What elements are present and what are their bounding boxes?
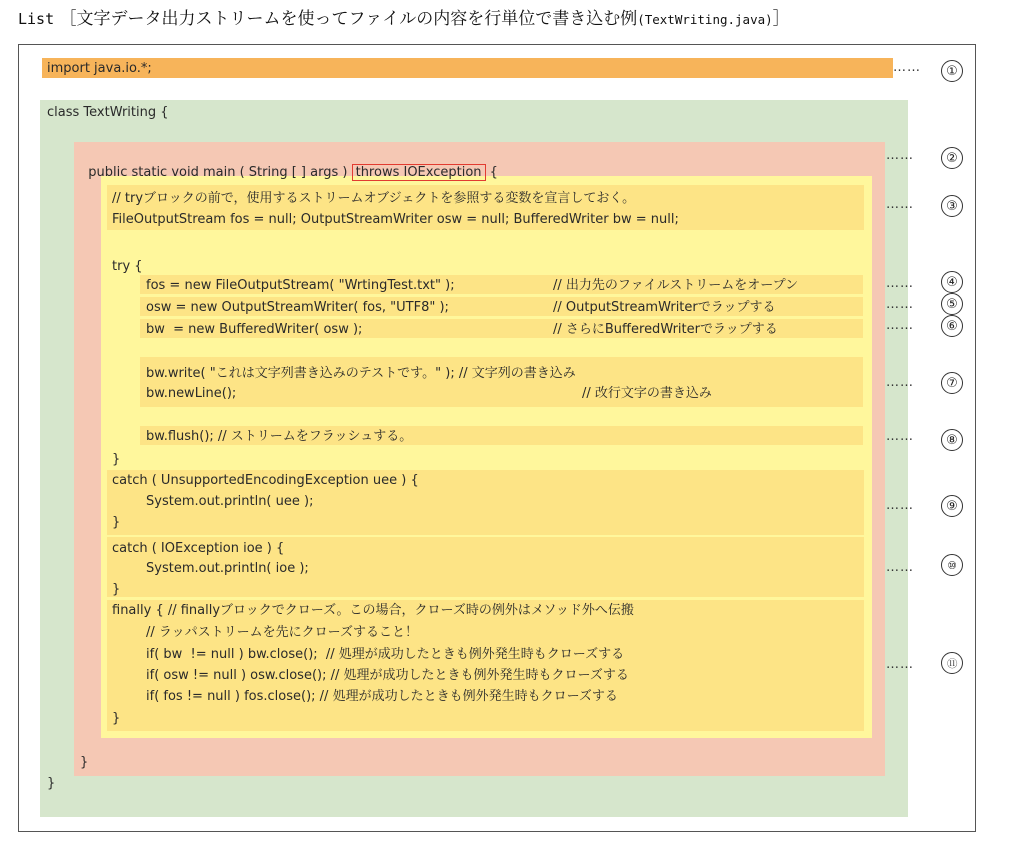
code-try-close: } <box>112 452 121 467</box>
leader-10: …… <box>886 560 914 575</box>
marker-5: ⑤ <box>941 293 963 315</box>
code-main-signature <box>80 149 498 181</box>
code-close-fos: if( fos != null ) fos.close(); // 処理が成功したときも例外発生時もクローズする <box>146 689 618 704</box>
main-signature: public static void main ( String [ ] args ) <box>88 165 352 180</box>
write-band <box>140 357 863 407</box>
leader-9: …… <box>886 498 914 513</box>
leader-11: …… <box>886 657 914 672</box>
code-catch2-close: } <box>112 582 121 597</box>
leader-6: …… <box>886 318 914 333</box>
leader-7: …… <box>886 375 914 390</box>
code-catch1-body: System.out.println( uee ); <box>146 494 314 509</box>
marker-4: ④ <box>941 271 963 293</box>
code-class-open: class TextWriting { <box>47 105 169 120</box>
code-newline: bw.newLine(); <box>146 386 237 401</box>
marker-7: ⑦ <box>941 372 963 394</box>
listing-bracket-close: ］ <box>772 9 790 29</box>
throws-clause: throws IOException <box>352 164 486 181</box>
leader-5: …… <box>886 297 914 312</box>
code-fos-comment: // 出力先のファイルストリームをオープン <box>553 278 799 293</box>
code-declaration-comment: // tryブロックの前で，使用するストリームオブジェクトを参照する変数を宣言しておく。 <box>112 191 636 206</box>
marker-9: ⑨ <box>941 495 963 517</box>
code-fos: fos = new FileOutputStream( "WrtingTest.txt" ); <box>146 278 455 293</box>
leader-4: …… <box>886 276 914 291</box>
finally-band <box>107 600 864 731</box>
code-declaration: FileOutputStream fos = null; OutputStreamWriter osw = null; BufferedWriter bw = null; <box>112 212 679 227</box>
code-write: bw.write( "これは文字列書き込みのテストです。" ); // 文字列の書き込み <box>146 366 576 381</box>
code-newline-comment: // 改行文字の書き込み <box>582 386 712 401</box>
leader-2: …… <box>886 148 914 163</box>
code-catch1-open: catch ( UnsupportedEncodingException uee ) { <box>112 473 419 488</box>
marker-10: ⑩ <box>941 554 963 576</box>
code-import: import java.io.*; <box>47 61 152 76</box>
listing-title <box>18 4 790 29</box>
code-catch1-close: } <box>112 515 121 530</box>
code-osw: osw = new OutputStreamWriter( fos, "UTF8" ); <box>146 300 449 315</box>
code-osw-comment: // OutputStreamWriterでラップする <box>553 300 776 315</box>
code-bw: bw = new BufferedWriter( osw ); <box>146 322 363 337</box>
marker-1: ① <box>941 60 963 82</box>
code-catch2-body: System.out.println( ioe ); <box>146 561 309 576</box>
code-finally-open: finally { // finallyブロックでクローズ。この場合，クローズ時の例外はメソッド外へ伝搬 <box>112 603 634 618</box>
code-catch2-open: catch ( IOException ioe ) { <box>112 541 285 556</box>
code-finally-close: } <box>112 711 121 726</box>
code-main-close: } <box>80 755 89 770</box>
code-close-osw: if( osw != null ) osw.close(); // 処理が成功したときも例外発生時もクローズする <box>146 668 629 683</box>
leader-3: …… <box>886 197 914 212</box>
marker-2: ② <box>941 147 963 169</box>
code-try-open: try { <box>112 259 143 274</box>
code-flush: bw.flush(); // ストリームをフラッシュする。 <box>146 429 413 444</box>
marker-6: ⑥ <box>941 315 963 337</box>
code-class-close: } <box>47 776 56 791</box>
listing-prefix: List <box>18 10 55 28</box>
code-close-bw: if( bw != null ) bw.close(); // 処理が成功したときも例外発生時もクローズする <box>146 647 625 662</box>
leader-1: …… <box>893 60 921 75</box>
marker-8: ⑧ <box>941 429 963 451</box>
marker-11: ⑪ <box>941 652 963 674</box>
code-bw-comment: // さらにBufferedWriterでラップする <box>553 322 778 337</box>
listing-filename: (TextWriting.java) <box>637 12 773 27</box>
main-open-brace: { <box>485 165 498 180</box>
code-finally-comment: // ラッパストリームを先にクローズすること！ <box>146 625 418 640</box>
marker-3: ③ <box>941 195 963 217</box>
import-band <box>42 58 893 78</box>
listing-caption: ［文字データ出力ストリームを使ってファイルの内容を行単位で書き込む例 <box>59 9 638 29</box>
leader-8: …… <box>886 429 914 444</box>
